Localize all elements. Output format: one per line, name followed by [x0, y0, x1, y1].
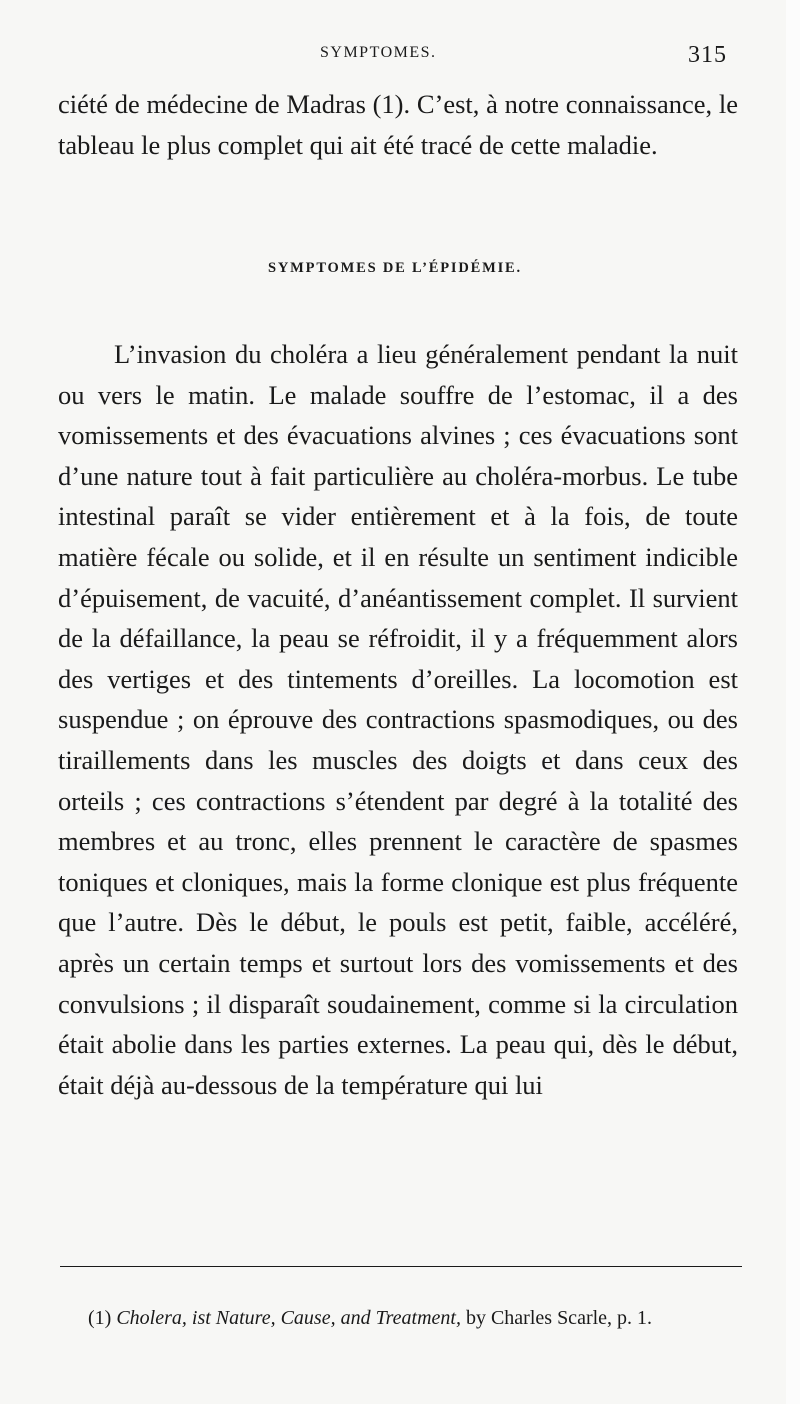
body-paragraph: L’invasion du choléra a lieu généralement pendant la nuit ou vers le matin. Le malade souffre de l’estomac, il a des vomissements et des évacuations alvines ; ces évacuations sont d’une nature tout à fait particulière au choléra-morbus. Le tube intestinal paraît se vider entièrement et à la fois, de toute matière fécale ou solide, et il en résulte un sentiment indicible d’épuisement, de vacuité, d’anéantissement complet. Il survient de la défaillance, la peau se réfroidit, il y a fréquemment alors des vertiges et des tintements d’oreilles. La locomotion est suspendue ; on éprouve des contractions spasmodiques, ou des tiraillements dans les muscles des doigts et dans ceux des orteils ; ces contractions s’étendent par degré à la totalité des membres et au tronc, elles prennent le caractère de spasmes toniques et cloniques, mais la forme clonique est plus fréquente que l’autre. Dès le début, le pouls est petit, faible, accéléré, après un certain temps et surtout lors des vomissements et des convulsions ; il disparaît soudainement, comme si la circulation était abolie dans les parties externes. La peau qui, dès le début, était déjà au-dessous de la température qui lui	[58, 339, 738, 1100]
running-head	[0, 38, 790, 78]
running-title: SYMPTOMES.	[320, 44, 437, 61]
footnote-byline: by Charles Scarle,	[465, 1307, 613, 1329]
section-heading: SYMPTOMES DE L’ÉPIDÉMIE.	[268, 260, 522, 276]
footnote-marker: (1)	[88, 1307, 112, 1329]
footnote-rule	[60, 1266, 742, 1267]
page-edge	[786, 0, 800, 1404]
footnote-work-title: Cholera, ist Nature, Cause, and Treatment,	[116, 1307, 461, 1329]
footnote	[58, 1302, 764, 1334]
page-number: 315	[688, 42, 727, 68]
continued-paragraph: ciété de médecine de Madras (1). C’est, à notre connaissance, le tableau le plus complet qui ait été tracé de cette maladie.	[58, 89, 738, 160]
footnote-page-ref: p. 1.	[617, 1307, 653, 1329]
